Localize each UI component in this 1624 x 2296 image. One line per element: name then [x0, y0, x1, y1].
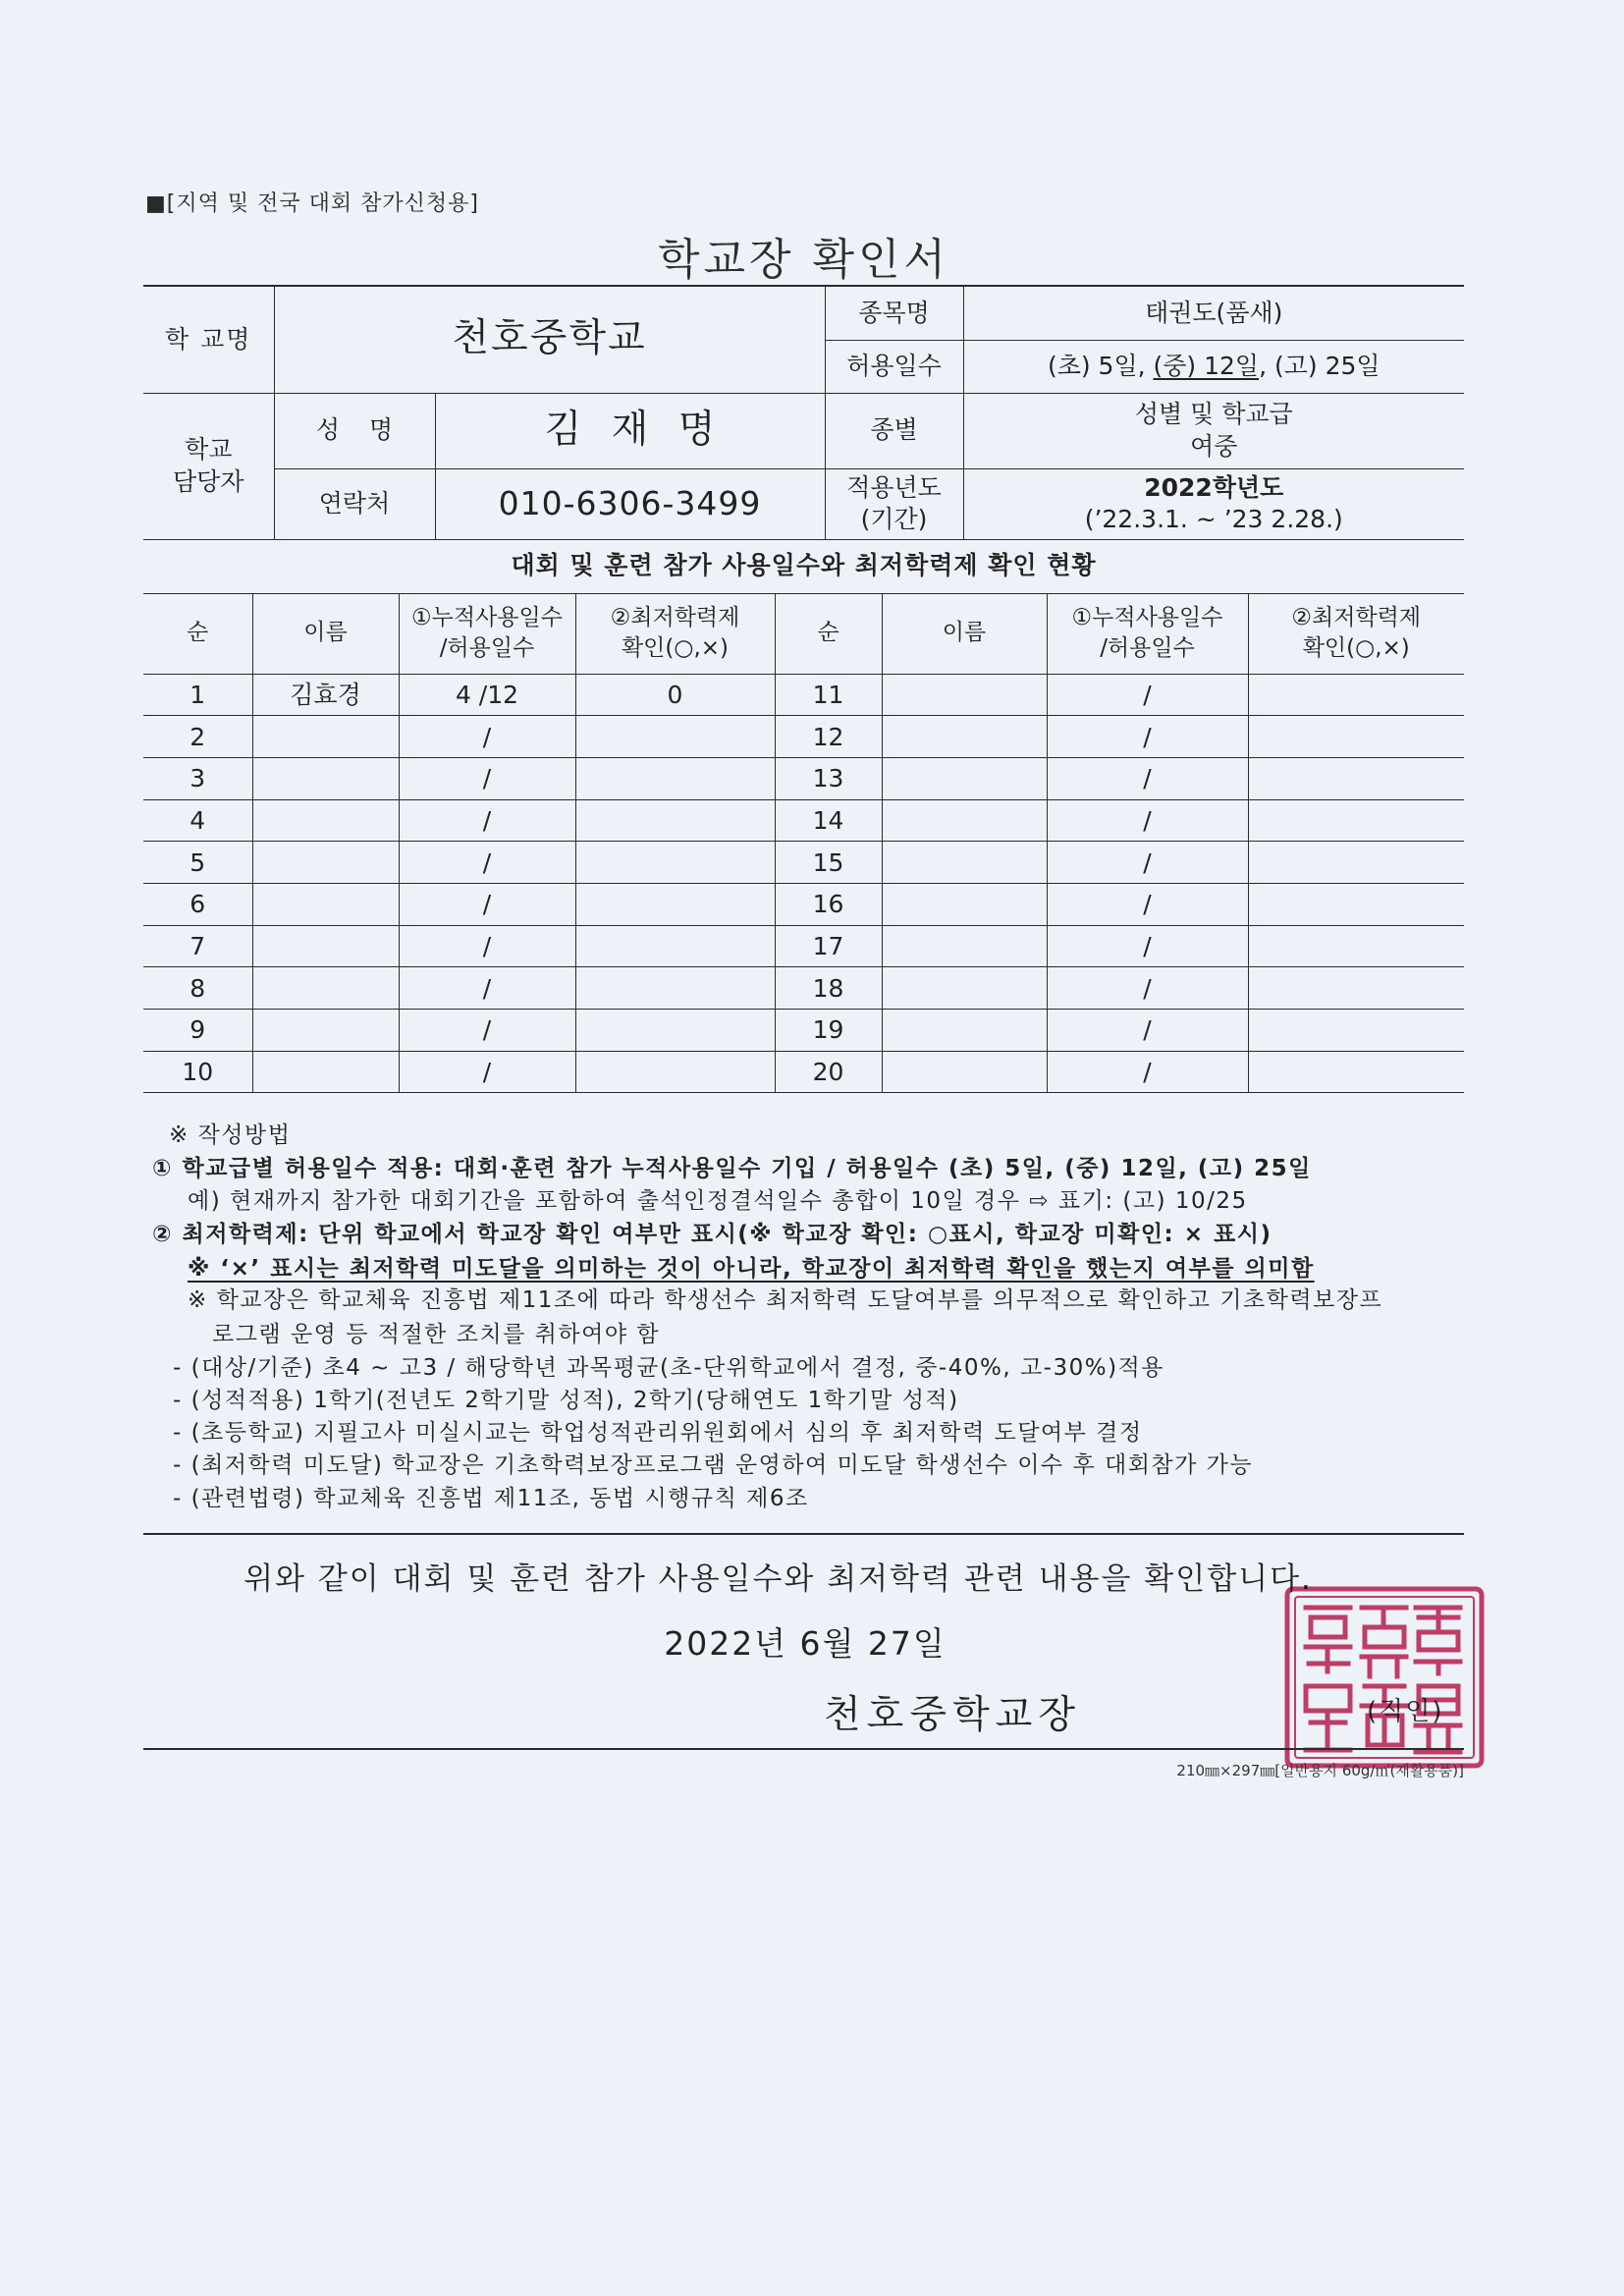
allowed-days-high: , (고) 25일 — [1259, 351, 1380, 380]
roster-left-check-cell — [575, 1010, 775, 1052]
instruction-item-2: ② 최저학력제: 단위 학교에서 학교장 확인 여부만 표시(※ 학교장 확인: ○표시, 학교장 미확인: × 표시) — [152, 1222, 1272, 1247]
roster-right-no-cell: 11 — [775, 674, 882, 716]
roster-right-no-cell: 12 — [775, 716, 882, 758]
header-name-right: 이름 — [882, 593, 1047, 674]
roster-right-name-cell — [882, 716, 1047, 758]
roster-row — [143, 1010, 1464, 1052]
roster-row — [143, 757, 1464, 799]
roster-right-no-cell: 14 — [775, 799, 882, 842]
header-days-right — [1047, 593, 1248, 674]
header-days-line2: /허용일수 — [439, 634, 535, 661]
roster-left-check-cell — [575, 1051, 775, 1093]
roster-body — [143, 674, 1464, 1093]
section-title-row — [143, 539, 1464, 593]
instructions-heading: ※ 작성방법 — [169, 1122, 292, 1148]
form-usage-tag: ■[지역 및 전국 대회 참가신청용] — [145, 191, 479, 216]
roster-header-row — [143, 593, 1464, 674]
seal-label: (직인) — [1367, 1697, 1444, 1726]
category-line2: 여중 — [1190, 431, 1238, 461]
header-days-line2: /허용일수 — [1100, 634, 1195, 661]
header-days-line1: ①누적사용일수 — [411, 604, 563, 630]
roster-left-name-cell — [252, 1051, 399, 1093]
roster-row — [143, 799, 1464, 842]
manager-name: 김 재 명 — [435, 393, 825, 468]
roster-right-days-cell: / — [1047, 1051, 1248, 1093]
allowed-days-middle: (중) 12일 — [1153, 351, 1260, 380]
roster-left-no-cell: 8 — [143, 967, 252, 1010]
roster-left-no-cell: 4 — [143, 799, 252, 842]
roster-left-check-cell — [575, 799, 775, 842]
contact-value: 010-6306-3499 — [435, 468, 825, 539]
roster-right-no-cell: 18 — [775, 967, 882, 1010]
roster-left-no-cell: 1 — [143, 674, 252, 716]
roster-left-name-cell — [252, 1010, 399, 1052]
paper-spec: 210㎜×297㎜[일반용지 60g/㎡(재활용품)] — [1176, 1762, 1464, 1779]
allowed-days-value — [963, 340, 1464, 393]
divider — [143, 1533, 1464, 1535]
event-label: 종목명 — [825, 286, 963, 340]
roster-left-no-cell: 3 — [143, 757, 252, 799]
roster-left-days-cell: 4 /12 — [399, 674, 575, 716]
roster-right-name-cell — [882, 967, 1047, 1010]
manager-contact-row — [143, 468, 1464, 539]
roster-left-name-cell — [252, 842, 399, 884]
roster-left-name-cell — [252, 799, 399, 842]
roster-right-check-cell — [1248, 883, 1464, 925]
instruction-bullet: - (최저학력 미도달) 학교장은 기초학력보장프로그램 운영하여 미도달 학생선수 이수 후 대회참가 가능 — [173, 1452, 1254, 1478]
seal-glyph — [1362, 1686, 1406, 1745]
roster-right-check-cell — [1248, 842, 1464, 884]
roster-left-name-cell — [252, 716, 399, 758]
roster-right-no-cell: 17 — [775, 925, 882, 967]
roster-right-check-cell — [1248, 925, 1464, 967]
category-label: 종별 — [825, 393, 963, 468]
roster-left-days-cell: / — [399, 1010, 575, 1052]
roster-right-name-cell — [882, 883, 1047, 925]
roster-right-no-cell: 16 — [775, 883, 882, 925]
year-value — [963, 468, 1464, 539]
roster-left-days-cell: / — [399, 799, 575, 842]
header-days-line1: ①누적사용일수 — [1071, 604, 1223, 630]
roster-right-no-cell: 20 — [775, 1051, 882, 1093]
instruction-item-1: ① 학교급별 허용일수 적용: 대회·훈련 참가 누적사용일수 기입 / 허용일수 (초) 5일, (중) 12일, (고) 25일 — [152, 1156, 1312, 1181]
manager-label — [143, 393, 274, 539]
year-label-line1: 적용년도 — [846, 472, 942, 502]
roster-right-days-cell: / — [1047, 757, 1248, 799]
manager-name-row — [143, 393, 1464, 468]
roster-left-no-cell: 5 — [143, 842, 252, 884]
roster-row — [143, 1051, 1464, 1093]
header-check-left — [575, 593, 775, 674]
roster-left-days-cell: / — [399, 883, 575, 925]
roster-row — [143, 842, 1464, 884]
roster-left-no-cell: 9 — [143, 1010, 252, 1052]
signature-date: 2022년 6월 27일 — [664, 1624, 947, 1663]
confirmation-statement: 위와 같이 대회 및 훈련 참가 사용일수와 최저학력 관련 내용을 확인합니다. — [244, 1561, 1313, 1597]
roster-table — [143, 593, 1464, 1093]
roster-left-name-cell — [252, 757, 399, 799]
instruction-bullet: - (관련법령) 학교체육 진흥법 제11조, 동법 시행규칙 제6조 — [173, 1486, 809, 1511]
roster-right-no-cell: 19 — [775, 1010, 882, 1052]
roster-right-check-cell — [1248, 757, 1464, 799]
roster-left-check-cell — [575, 757, 775, 799]
category-value — [963, 393, 1464, 468]
school-info-table — [143, 285, 1464, 594]
roster-left-days-cell: / — [399, 925, 575, 967]
roster-left-name-cell: 김효경 — [252, 674, 399, 716]
header-check-line1: ②최저학력제 — [1291, 604, 1422, 630]
bottom-divider — [143, 1748, 1464, 1750]
school-name: 천호중학교 — [274, 286, 825, 393]
roster-right-days-cell: / — [1047, 799, 1248, 842]
allowed-days-label: 허용일수 — [825, 340, 963, 393]
roster-right-name-cell — [882, 799, 1047, 842]
roster-right-name-cell — [882, 1051, 1047, 1093]
roster-right-days-cell: / — [1047, 716, 1248, 758]
roster-right-days-cell: / — [1047, 842, 1248, 884]
roster-left-check-cell — [575, 716, 775, 758]
roster-row — [143, 674, 1464, 716]
roster-right-name-cell — [882, 842, 1047, 884]
school-row — [143, 286, 1464, 340]
official-seal-stamp — [1281, 1583, 1488, 1772]
instruction-bullet: - (성적적용) 1학기(전년도 2학기말 성적), 2학기(당해연도 1학기말 성적) — [173, 1388, 959, 1413]
header-check-line1: ②최저학력제 — [610, 604, 740, 630]
instruction-bullet: - (대상/기준) 초4 ~ 고3 / 해당학년 과목평균(초-단위학교에서 결정, 중-40%, 고-30%)적용 — [173, 1355, 1164, 1381]
instruction-bullet: - (초등학교) 지필고사 미실시교는 학업성적관리위원회에서 심의 후 최저학력 도달여부 결정 — [173, 1420, 1143, 1446]
roster-left-no-cell: 2 — [143, 716, 252, 758]
year-label — [825, 468, 963, 539]
name-label: 성 명 — [274, 393, 435, 468]
roster-right-no-cell: 13 — [775, 757, 882, 799]
roster-left-days-cell: / — [399, 1051, 575, 1093]
roster-right-days-cell: / — [1047, 1010, 1248, 1052]
seal-glyph — [1362, 1608, 1406, 1676]
roster-left-check-cell: 0 — [575, 674, 775, 716]
roster-right-days-cell: / — [1047, 674, 1248, 716]
roster-right-name-cell — [882, 925, 1047, 967]
school-year: 2022학년도 — [1144, 472, 1284, 502]
roster-right-name-cell — [882, 674, 1047, 716]
roster-left-no-cell: 10 — [143, 1051, 252, 1093]
roster-right-check-cell — [1248, 799, 1464, 842]
seal-glyph — [1416, 1686, 1460, 1752]
allowed-days-elementary: (초) 5일, — [1047, 351, 1154, 380]
instruction-item-2-note-1: ※ ‘×’ 표시는 최저학력 미도달을 의미하는 것이 아니라, 학교장이 최저학력 확인을 했는지 여부를 의미함 — [188, 1256, 1315, 1282]
page-title: 학교장 확인서 — [657, 235, 949, 285]
roster-right-check-cell — [1248, 1010, 1464, 1052]
roster-left-days-cell: / — [399, 967, 575, 1010]
roster-row — [143, 883, 1464, 925]
roster-row — [143, 967, 1464, 1010]
header-days-left — [399, 593, 575, 674]
manager-label-line1: 학교 — [185, 435, 233, 464]
year-label-line2: (기간) — [860, 505, 928, 533]
roster-left-check-cell — [575, 925, 775, 967]
school-label: 학 교명 — [143, 286, 274, 393]
roster-left-check-cell — [575, 883, 775, 925]
roster-row — [143, 716, 1464, 758]
instruction-item-1-example: 예) 현재까지 참가한 대회기간을 포함하여 출석인정결석일수 총합이 10일 경우 ⇨ 표기: (고) 10/25 — [188, 1188, 1248, 1214]
roster-right-check-cell — [1248, 967, 1464, 1010]
header-check-right — [1248, 593, 1464, 674]
roster-section-title: 대회 및 훈련 참가 사용일수와 최저학력제 확인 현황 — [143, 539, 1464, 593]
roster-right-name-cell — [882, 757, 1047, 799]
roster-right-days-cell: / — [1047, 967, 1248, 1010]
roster-left-days-cell: / — [399, 842, 575, 884]
roster-row — [143, 925, 1464, 967]
category-line1: 성별 및 학교급 — [1134, 400, 1293, 428]
event-value: 태권도(품새) — [963, 286, 1464, 340]
seal-glyph — [1306, 1686, 1350, 1750]
roster-right-name-cell — [882, 1010, 1047, 1052]
seal-glyph — [1306, 1608, 1350, 1671]
manager-label-line2: 담당자 — [173, 466, 244, 496]
roster-right-check-cell — [1248, 716, 1464, 758]
roster-left-check-cell — [575, 842, 775, 884]
header-no-right: 순 — [775, 593, 882, 674]
roster-left-days-cell: / — [399, 757, 575, 799]
roster-left-name-cell — [252, 883, 399, 925]
roster-right-days-cell: / — [1047, 925, 1248, 967]
school-year-period: (’22.3.1. ~ ’23 2.28.) — [1084, 505, 1343, 533]
roster-left-name-cell — [252, 967, 399, 1010]
header-check-line2: 확인(○,×) — [1302, 634, 1410, 661]
instruction-item-2-note-2-cont: 로그램 운영 등 적절한 조치를 취하여야 함 — [212, 1322, 661, 1347]
header-no-left: 순 — [143, 593, 252, 674]
roster-right-check-cell — [1248, 674, 1464, 716]
roster-right-no-cell: 15 — [775, 842, 882, 884]
roster-left-check-cell — [575, 967, 775, 1010]
roster-left-days-cell: / — [399, 716, 575, 758]
roster-left-no-cell: 6 — [143, 883, 252, 925]
header-check-line2: 확인(○,×) — [621, 634, 730, 661]
principal-title: 천호중학교장 — [823, 1693, 1082, 1737]
seal-glyph — [1416, 1608, 1460, 1673]
instruction-item-2-note-2: ※ 학교장은 학교체육 진흥법 제11조에 따라 학생선수 최저학력 도달여부를 의무적으로 확인하고 기초학력보장프 — [188, 1287, 1383, 1313]
roster-left-no-cell: 7 — [143, 925, 252, 967]
header-name-left: 이름 — [252, 593, 399, 674]
contact-label: 연락처 — [274, 468, 435, 539]
roster-right-days-cell: / — [1047, 883, 1248, 925]
roster-left-name-cell — [252, 925, 399, 967]
roster-right-check-cell — [1248, 1051, 1464, 1093]
